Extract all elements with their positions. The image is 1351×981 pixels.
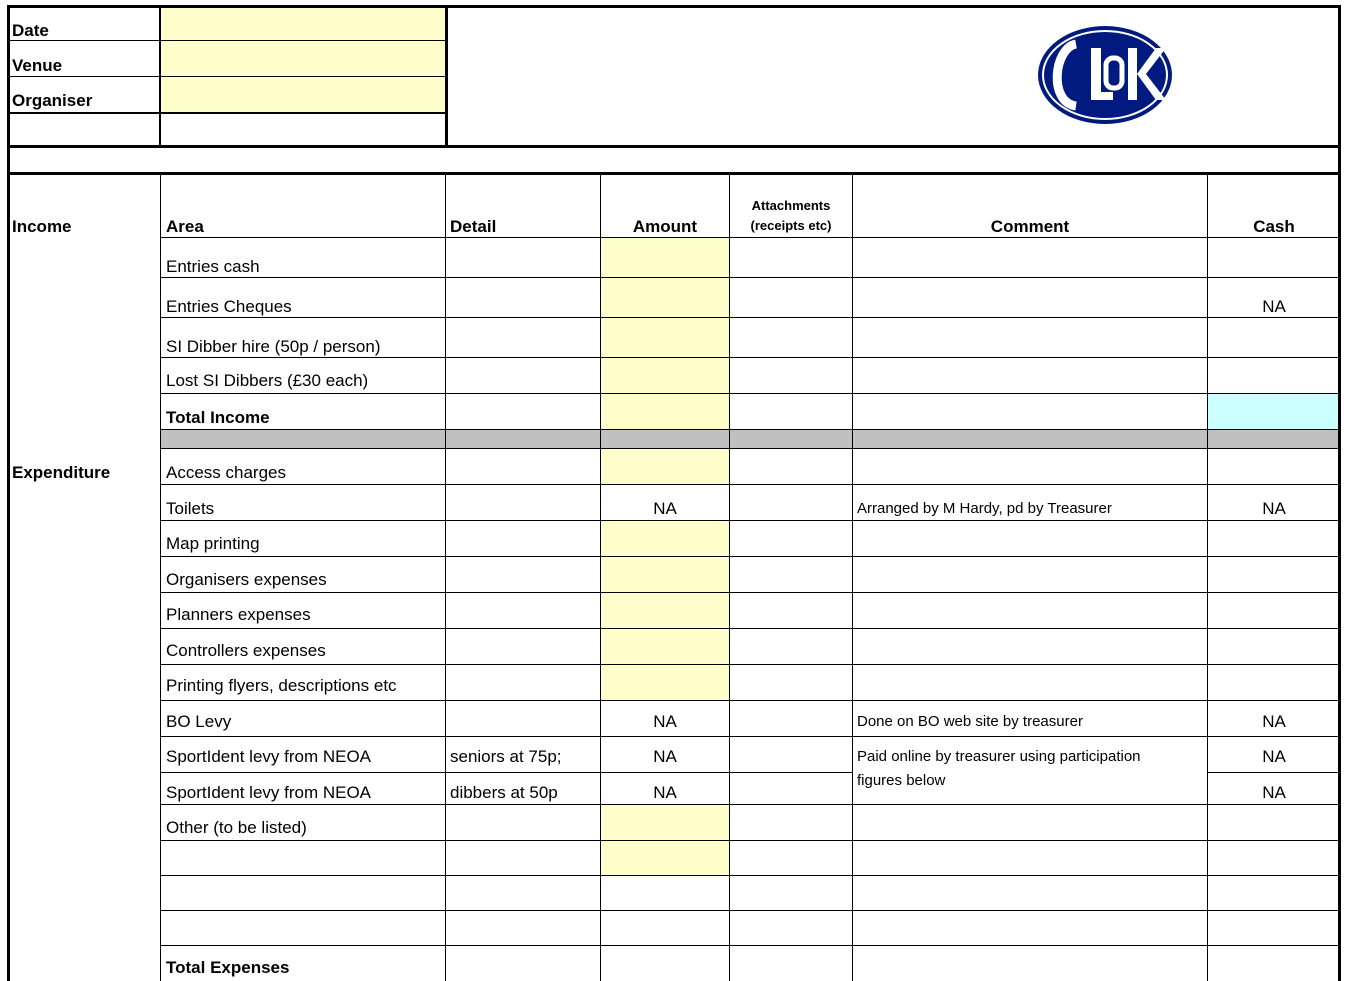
- expense-row-area: Map printing: [166, 534, 260, 553]
- expense-row-comment: Done on BO web site by treasurer: [857, 713, 1083, 730]
- expense-row-amount: NA: [653, 747, 677, 766]
- row-line: [160, 875, 1340, 876]
- expense-row-area: Organisers expenses: [166, 570, 327, 589]
- row-line: [160, 317, 1340, 318]
- expense-row-area: BO Levy: [166, 712, 232, 731]
- header-comment: Comment: [990, 217, 1070, 236]
- row-line: [160, 592, 1340, 593]
- col-line: [600, 175, 601, 981]
- expense-row-area: Planners expenses: [166, 605, 311, 624]
- expense-row-comment: Arranged by M Hardy, pd by Treasurer: [857, 500, 1112, 517]
- income-row-cash: NA: [1262, 297, 1286, 316]
- row-line: [160, 804, 1340, 805]
- expenditure-section-label: Expenditure: [12, 463, 111, 482]
- income-section-label: Income: [12, 217, 72, 236]
- row-line: [160, 277, 1340, 278]
- col-line: [729, 175, 730, 981]
- row-line: [160, 772, 852, 773]
- row-line: [160, 357, 1340, 358]
- spacer-row: [7, 148, 1341, 175]
- expense-row-area: Other (to be listed): [166, 818, 307, 837]
- col-line: [445, 175, 446, 981]
- total-expenses-label: Total Expenses: [166, 958, 290, 977]
- expense-row-amount: NA: [653, 783, 677, 802]
- expense-row-area: Controllers expenses: [166, 641, 326, 660]
- expense-row-detail: seniors at 75p;: [450, 747, 562, 766]
- meta-row-line: [10, 76, 445, 77]
- row-line: [160, 945, 1340, 946]
- expense-row-amount: NA: [653, 712, 677, 731]
- section-separator: [161, 430, 1341, 448]
- expense-row-cash: NA: [1262, 747, 1286, 766]
- col-line: [160, 175, 161, 981]
- expense-row-amount: NA: [653, 499, 677, 518]
- date-label: Date: [12, 21, 49, 40]
- meta-row-line: [10, 40, 445, 41]
- expense-row-cash: NA: [1262, 783, 1286, 802]
- row-line: [160, 910, 1340, 911]
- row-line: [160, 429, 1340, 430]
- clok-logo: [1036, 24, 1174, 126]
- income-row-area: Entries cash: [166, 257, 260, 276]
- expense-row-cash: NA: [1262, 712, 1286, 731]
- expense-row-area: SportIdent levy from NEOA: [166, 783, 372, 802]
- col-line: [1207, 175, 1208, 981]
- row-line: [160, 484, 1340, 485]
- expense-row-comment: figures below: [857, 772, 946, 789]
- expense-row-comment: Paid online by treasurer using participation: [857, 748, 1141, 765]
- income-row-area: Lost SI Dibbers (£30 each): [166, 371, 369, 390]
- header-cash: Cash: [1253, 217, 1295, 236]
- logo-text: CLOK: [1036, 24, 1039, 25]
- expense-row-cash: NA: [1262, 499, 1286, 518]
- row-line: [160, 664, 1340, 665]
- header-attachments-sub: (receipts etc): [750, 218, 832, 233]
- row-line: [160, 393, 1340, 394]
- meta-divider: [445, 5, 448, 148]
- venue-label: Venue: [12, 56, 63, 75]
- header-amount: Amount: [632, 217, 698, 236]
- table-left-border: [7, 175, 10, 981]
- income-row-area: Entries Cheques: [166, 297, 292, 316]
- row-line: [160, 556, 1340, 557]
- table-right-border: [1338, 175, 1341, 981]
- meta-row-line: [10, 112, 445, 114]
- expense-row-area: Access charges: [166, 463, 286, 482]
- row-line: [160, 736, 1340, 737]
- row-line: [160, 448, 1340, 449]
- header-area: Area: [166, 217, 204, 236]
- expense-row-area: Printing flyers, descriptions etc: [166, 676, 397, 695]
- header-detail: Detail: [450, 217, 497, 236]
- expense-amount-cells[interactable]: [601, 521, 729, 701]
- row-line: [160, 628, 1340, 629]
- income-row-area: SI Dibber hire (50p / person): [166, 337, 381, 356]
- header-attachments: Attachments: [751, 198, 831, 213]
- row-line: [160, 840, 1340, 841]
- income-amount-cell[interactable]: [601, 238, 729, 430]
- total-income-label: Total Income: [166, 408, 270, 427]
- cash-total-cell[interactable]: [1207, 394, 1341, 430]
- expense-row-area: Toilets: [166, 499, 215, 518]
- row-line: [1207, 772, 1340, 773]
- organiser-label: Organiser: [12, 91, 93, 110]
- row-line: [160, 700, 1340, 701]
- expense-row-area: SportIdent levy from NEOA: [166, 747, 372, 766]
- row-line: [160, 520, 1340, 521]
- expense-row-detail: dibbers at 50p: [450, 783, 558, 802]
- access-amount-cell[interactable]: [601, 449, 729, 485]
- row-line: [160, 237, 1340, 238]
- col-line: [852, 175, 853, 981]
